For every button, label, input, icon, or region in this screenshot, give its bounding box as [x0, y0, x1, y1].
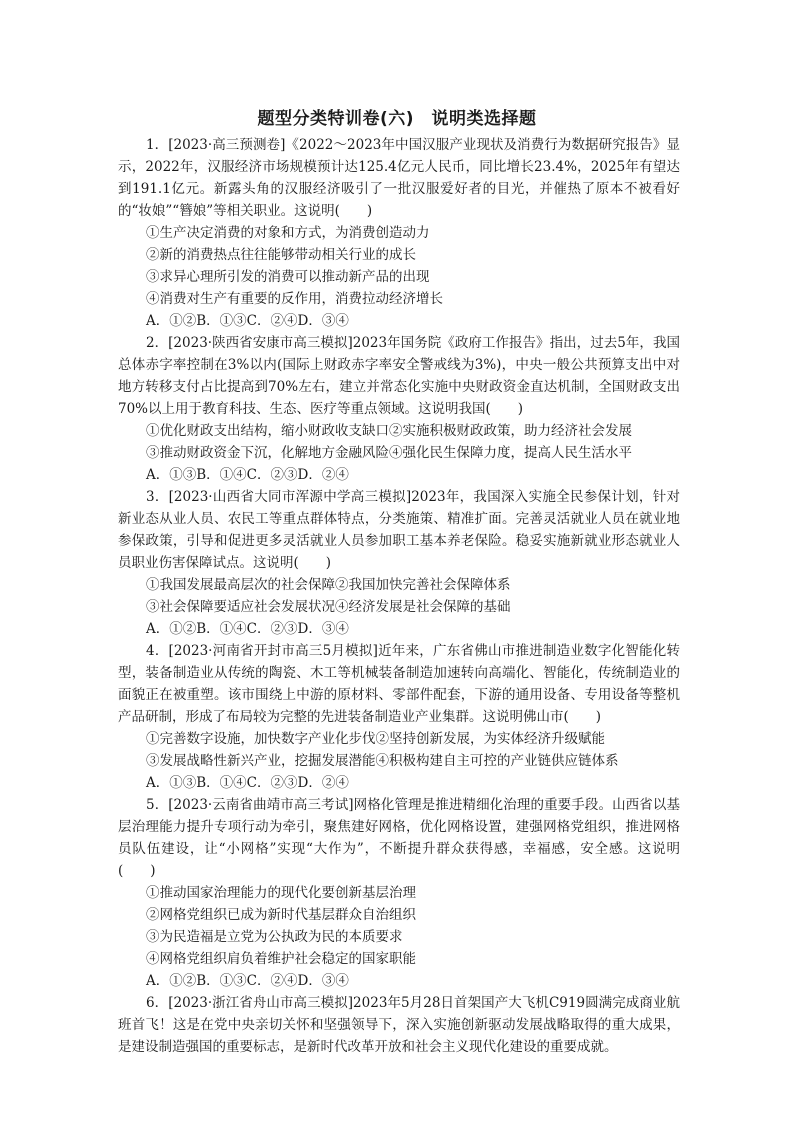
question-stem: 6．[2023·浙江省舟山市高三模拟]2023年5月28日首架国产大飞机C919圆满完成商业航班首飞！这是在党中央亲切关怀和坚强领导下，深入实施创新驱动发展战略取得的重大成果，是建设制造强国的重要标志，是新时代改革开放和社会主义现代化建设的重要成就。 — [118, 995, 680, 1055]
question-stem: 2．[2023·陕西省安康市高三模拟]2023年国务院《政府工作报告》指出，过去5年，我国总体赤字率控制在3%以内(国际上财政赤字率安全警戒线为3%)，中央一般公共预算支出中对地方转移支付占比提高到70%左右，建立并常态化实施中央财政资金直达机制，全国财政支出70%以上用于教育科技、生态、医疗等重点领域。这说明我国( ) — [118, 335, 680, 417]
question-stem: 4．[2023·河南省开封市高三5月模拟]近年来，广东省佛山市推进制造业数字化智能化转型，装备制造业从传统的陶瓷、木工等机械装备制造加速转向高端化、智能化，传统制造业的面貌正在被重塑。该市围绕上中游的原材料、零部件配套，下游的通用设备、专用设备等整机产品研制，形成了布局较为完整的先进装备制造业产业集群。这说明佛山市( ) — [118, 643, 680, 725]
question-2 — [118, 332, 680, 486]
question-5 — [118, 794, 680, 992]
answer-choices: A．①②B．①④C．②③D．③④ — [146, 621, 349, 637]
question-option: ③为民造福是立党为公执政为民的本质要求 — [146, 929, 403, 945]
question-option: ④消费对生产有重要的反作用，消费拉动经济增长 — [146, 291, 443, 307]
question-option: ③社会保障要适应社会发展状况④经济发展是社会保障的基础 — [146, 599, 511, 615]
question-option: ②新的消费热点往往能够带动相关行业的成长 — [146, 247, 416, 263]
question-option: ③发展战略性新兴产业，挖掘发展潜能④积极构建自主可控的产业链供应链体系 — [146, 753, 619, 769]
question-option: ①生产决定消费的对象和方式，为消费创造动力 — [146, 225, 430, 241]
question-option: ④网格党组织肩负着维护社会稳定的国家职能 — [146, 951, 416, 967]
question-1 — [118, 134, 680, 332]
question-list — [118, 134, 680, 1058]
answer-choices: A．①③B．①④C．②③D．②④ — [146, 775, 349, 791]
answer-choices: A．①②B．①③C．②④D．③④ — [146, 313, 349, 329]
question-4 — [118, 640, 680, 794]
question-option: ①推动国家治理能力的现代化要创新基层治理 — [146, 885, 416, 901]
answer-choices: A．①②B．①③C．②④D．③④ — [146, 973, 349, 989]
answer-choices: A．①③B．①④C．②③D．②④ — [146, 467, 349, 483]
question-3 — [118, 486, 680, 640]
question-option: ②网格党组织已成为新时代基层群众自治组织 — [146, 907, 416, 923]
question-option: ①我国发展最高层次的社会保障②我国加快完善社会保障体系 — [146, 577, 511, 593]
question-option: ①优化财政支出结构，缩小财政收支缺口②实施积极财政政策，助力经济社会发展 — [146, 423, 632, 439]
question-6 — [118, 992, 680, 1058]
question-stem: 3．[2023·山西省大同市浑源中学高三模拟]2023年，我国深入实施全民参保计划，针对新业态从业人员、农民工等重点群体特点，分类施策、精准扩面。完善灵活就业人员在就业地参保政策，引导和促进更多灵活就业人员参加职工基本养老保险。稳妥实施新就业形态就业人员职业伤害保障试点。这说明( ) — [118, 489, 680, 571]
document-title: 题型分类特训卷(六) 说明类选择题 — [257, 109, 537, 129]
question-stem: 1．[2023·高三预测卷]《2022～2023年中国汉服产业现状及消费行为数据研究报告》显示，2022年，汉服经济市场规模预计达125.4亿元人民币，同比增长23.4%，2025年有望达到191.1亿元。新露头角的汉服经济吸引了一批汉服爱好者的目光，并催热了原本不被看好的“妆娘”“簪娘”等相关职业。这说明( ) — [118, 137, 680, 219]
question-stem: 5．[2023·云南省曲靖市高三考试]网格化管理是推进精细化治理的重要手段。山西省以基层治理能力提升专项行动为牵引，聚焦建好网格，优化网格设置，建强网格党组织，推进网格员队伍建设，让“小网格”实现“大作为”，不断提升群众获得感，幸福感，安全感。这说明( ) — [118, 797, 680, 879]
question-option: ①完善数字设施，加快数字产业化步伐②坚持创新发展，为实体经济升级赋能 — [146, 731, 605, 747]
question-option: ③求异心理所引发的消费可以推动新产品的出现 — [146, 269, 430, 285]
question-option: ③推动财政资金下沉，化解地方金融风险④强化民生保障力度，提高人民生活水平 — [146, 445, 632, 461]
